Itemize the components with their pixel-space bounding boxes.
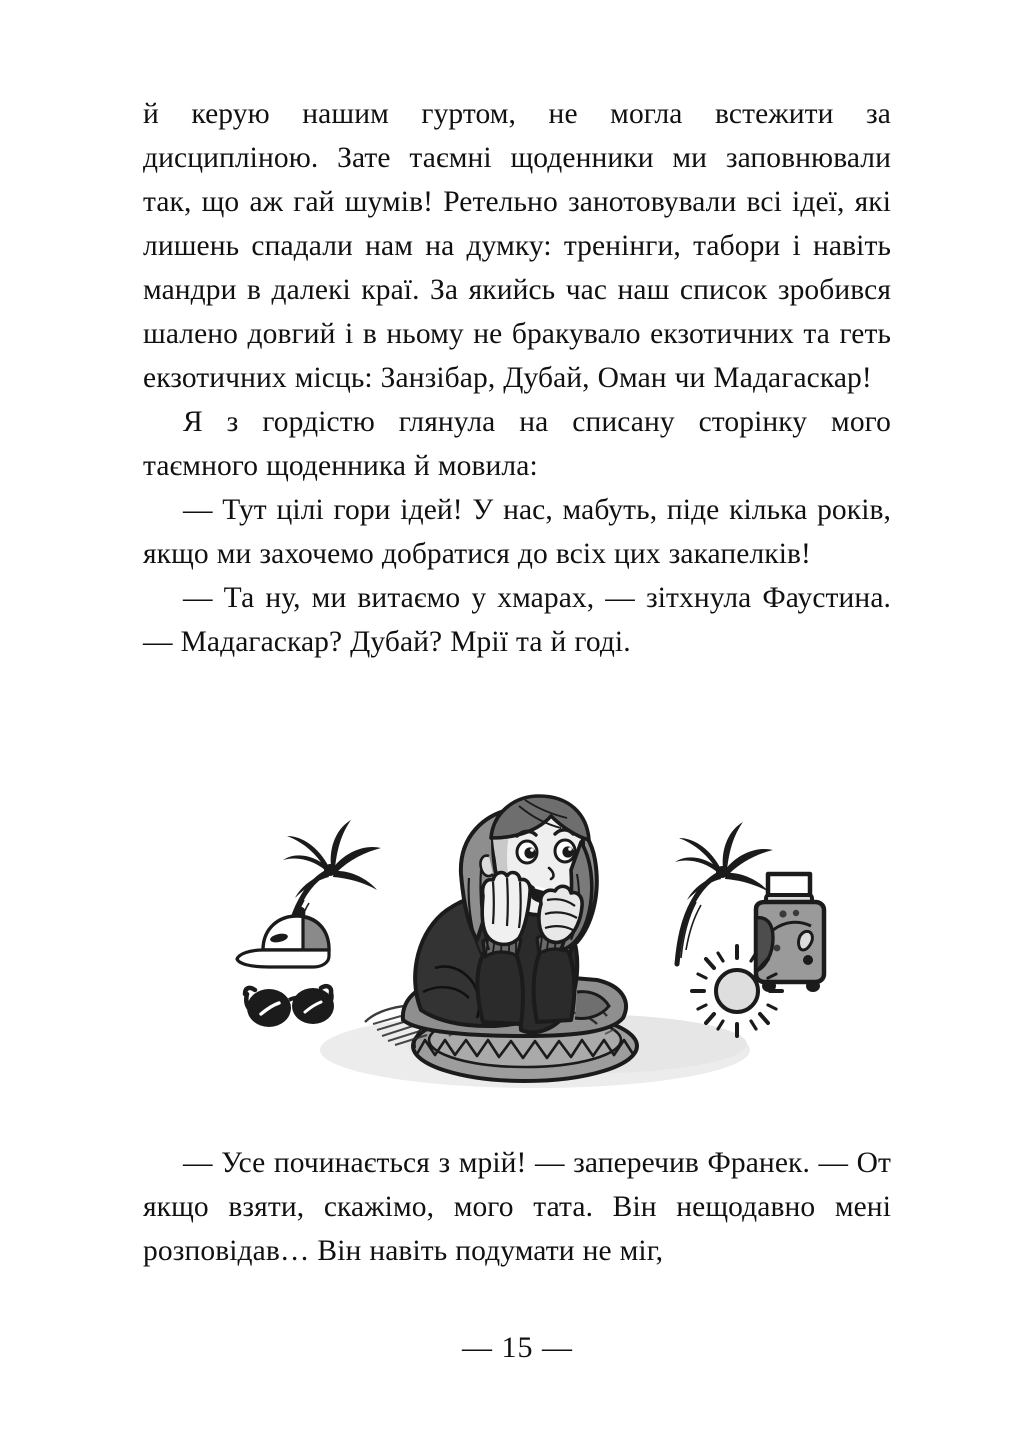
girl-daydreaming-icon xyxy=(403,796,626,1036)
page-number: — 15 — xyxy=(462,1331,573,1364)
sun-icon xyxy=(692,946,782,1036)
paragraph: Я з гордістю глянула на списану сторінку мого таємного щоденника й мовила: xyxy=(143,406,891,482)
rolling-suitcase-icon xyxy=(756,874,824,992)
sunglasses-icon xyxy=(245,986,334,1027)
paragraph: — Тут цілі гори ідей! У нас, мабуть, піде кілька років, якщо ми захочемо добратися до всіх цих закапелків! xyxy=(143,494,891,570)
body-text-top xyxy=(143,92,891,664)
paragraph: й керую нашим гуртом, не могла встежити за дисципліною. Зате таємні щоденники ми заповнювали так, що аж гай шумів! Ретельно занотовували всі ідеї, які лишень спадали нам на думку: тренінги, табори і навіть мандри в далекі краї. За якийсь час наш список зробився шалено довгий і в ньому не бракувало екзотичних та геть екзотичних місць: Занзібар, Дубай, Оман чи Мадагаскар! xyxy=(143,98,891,394)
baseball-cap-icon xyxy=(237,908,329,967)
paragraph: — Та ну, ми витаємо у хмарах, — зітхнула Фаустина. — Мадагаскар? Дубай? Мрії та й годі. xyxy=(143,582,891,658)
paragraph: — Усе починається з мрій! — заперечив Франек. — От якщо взяти, скажімо, мого тата. Він нещодавно мені розповідав… Він навіть подумати не міг, xyxy=(143,1147,891,1267)
left-hand xyxy=(482,873,530,945)
body-text-bottom xyxy=(143,1141,891,1273)
illustration-girl-daydreaming xyxy=(225,778,835,1098)
